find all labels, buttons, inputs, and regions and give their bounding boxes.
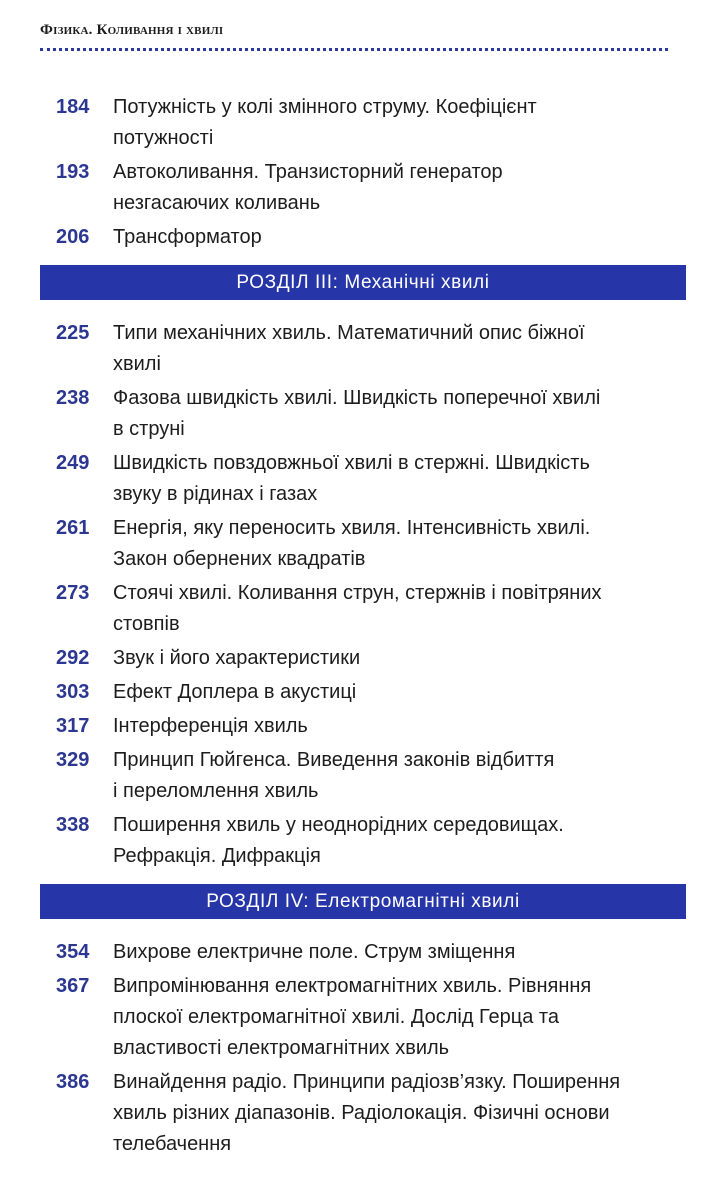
entry-title-line: Рефракція. Дифракція	[113, 845, 321, 867]
entry-title-line: властивості електромагнітних хвиль	[113, 1037, 450, 1059]
page-number: 354	[56, 941, 90, 963]
toc-entry[interactable]	[40, 1067, 686, 1160]
page-number: 225	[56, 322, 90, 344]
entry-title	[113, 745, 686, 807]
page-number: 249	[56, 452, 90, 474]
toc-entry[interactable]	[40, 677, 686, 708]
entry-title-line: телебачення	[113, 1133, 232, 1155]
entry-title	[113, 513, 686, 575]
toc-entry[interactable]	[40, 578, 686, 640]
toc-entry[interactable]	[40, 92, 686, 154]
toc-entry[interactable]	[40, 383, 686, 445]
toc-entry[interactable]	[40, 810, 686, 872]
entry-title	[113, 318, 686, 380]
entry-title	[113, 971, 686, 1064]
entry-title-line: і переломлення хвиль	[113, 780, 319, 802]
entry-title-line: Типи механічних хвиль. Математичний опис біжної	[113, 322, 585, 344]
entry-title	[113, 810, 686, 872]
entry-title-line: Енергія, яку переносить хвиля. Інтенсивність хвилі.	[113, 517, 591, 539]
entry-title-line: плоскої електромагнітної хвилі. Дослід Герца та	[113, 1006, 559, 1028]
page-number: 206	[56, 226, 90, 248]
entry-title-line: незгасаючих коливань	[113, 192, 321, 214]
entry-title-line: хвиль різних діапазонів. Радіолокація. Фізичні основи	[113, 1102, 610, 1124]
entry-title-line: Звук і його характеристики	[113, 647, 361, 669]
entry-title	[113, 643, 686, 674]
entry-title-line: Вихрове електричне поле. Струм зміщення	[113, 941, 516, 963]
entry-title	[113, 1067, 686, 1160]
entry-title	[113, 222, 686, 253]
toc-entry[interactable]	[40, 643, 686, 674]
page-number: 273	[56, 582, 90, 604]
page-number: 329	[56, 749, 90, 771]
entry-title-line: Трансформатор	[113, 226, 262, 248]
entry-title-line: Випромінювання електромагнітних хвиль. Рівняння	[113, 975, 592, 997]
entry-title-line: хвилі	[113, 353, 161, 375]
toc-entry[interactable]	[40, 711, 686, 742]
page-number: 317	[56, 715, 90, 737]
entry-title	[113, 383, 686, 445]
entry-title-line: Стоячі хвилі. Коливання струн, стержнів і повітряних	[113, 582, 602, 604]
entry-title	[113, 157, 686, 219]
toc-entry[interactable]	[40, 745, 686, 807]
entry-title-line: Потужність у колі змінного струму. Коефіцієнт	[113, 96, 537, 118]
page-number: 386	[56, 1071, 90, 1093]
page-number: 303	[56, 681, 90, 703]
toc-entry[interactable]	[40, 318, 686, 380]
entry-title-line: стовпів	[113, 613, 180, 635]
entry-title-line: потужності	[113, 127, 214, 149]
page-number: 367	[56, 975, 90, 997]
page-number: 238	[56, 387, 90, 409]
toc-entry[interactable]	[40, 937, 686, 968]
toc-entry[interactable]	[40, 157, 686, 219]
entry-title-line: Фазова швидкість хвилі. Швидкість поперечної хвилі	[113, 387, 601, 409]
entry-title-line: звуку в рідинах і газах	[113, 483, 318, 505]
entry-title	[113, 711, 686, 742]
entry-title-line: Закон обернених квадратів	[113, 548, 366, 570]
entry-title-line: Швидкість повздовжньої хвилі в стержні. Швидкість	[113, 452, 590, 474]
page-number: 261	[56, 517, 90, 539]
entry-title-line: Принцип Гюйгенса. Виведення законів відбиття	[113, 749, 555, 771]
toc-entry[interactable]	[40, 971, 686, 1064]
entry-title-line: Винайдення радіо. Принципи радіозв’язку. Поширення	[113, 1071, 621, 1093]
entry-title	[113, 937, 686, 968]
dotted-rule	[40, 48, 668, 51]
entry-title	[113, 578, 686, 640]
entry-title-line: в струні	[113, 418, 185, 440]
section-heading-4: РОЗДІЛ IV: Електромагнітні хвилі	[40, 884, 686, 919]
table-of-contents	[40, 92, 686, 1163]
section-heading-3: РОЗДІЛ III: Механічні хвилі	[40, 265, 686, 300]
toc-entry[interactable]	[40, 513, 686, 575]
page-number: 292	[56, 647, 90, 669]
entry-title-line: Інтерференція хвиль	[113, 715, 308, 737]
entry-title	[113, 677, 686, 708]
entry-title-line: Ефект Доплера в акустиці	[113, 681, 357, 703]
page-number: 193	[56, 161, 90, 183]
running-head: Фізика. Коливання і хвилі	[40, 22, 224, 38]
entry-title-line: Автоколивання. Транзисторний генератор	[113, 161, 503, 183]
entry-title	[113, 448, 686, 510]
toc-entry[interactable]	[40, 222, 686, 253]
page-number: 184	[56, 96, 90, 118]
page-number: 338	[56, 814, 90, 836]
toc-entry[interactable]	[40, 448, 686, 510]
entry-title-line: Поширення хвиль у неоднорідних середовищах.	[113, 814, 564, 836]
entry-title	[113, 92, 686, 154]
